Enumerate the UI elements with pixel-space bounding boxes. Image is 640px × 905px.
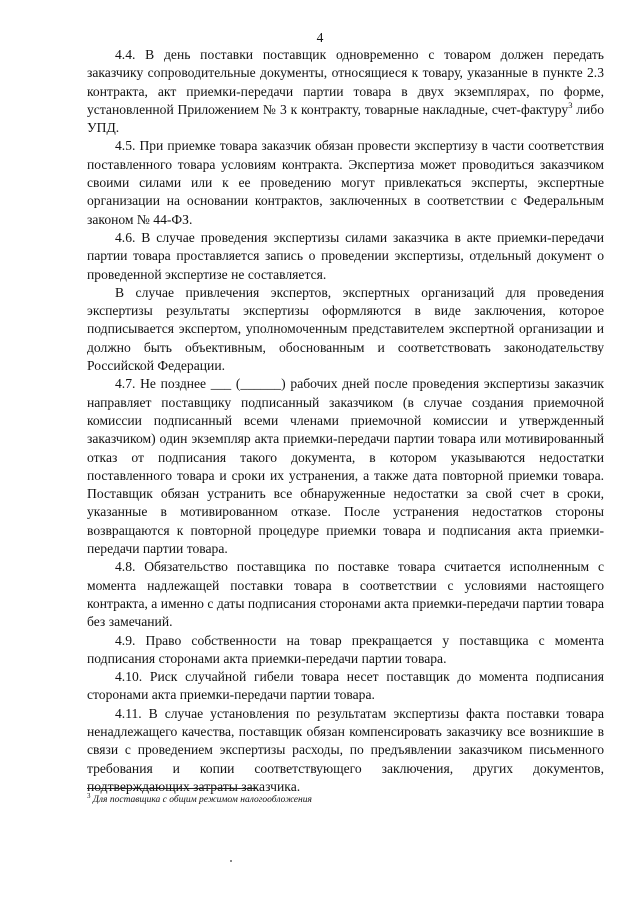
page-number: 4 <box>316 30 324 45</box>
footnote-text: Для поставщика с общим режимом налогообложения <box>90 795 312 805</box>
clause-4-9: 4.9. Право собственности на товар прекращается у поставщика с момента подписания сторонами акта приемки-передачи партии товара. <box>87 632 604 666</box>
footnote-marker: 3 <box>87 792 91 800</box>
document-body <box>87 46 604 796</box>
footnote-reference: 3 <box>568 99 573 110</box>
clause-4-11: 4.11. В случае установления по результатам экспертизы факта поставки товара ненадлежащего качества, поставщик обязан компенсировать заказчику все возникшие в связи с проведением экспертизы расходы, по предъявлении заказчиком письменного требования и копии соответствующего заключения, других документов, подтверждающих затраты заказчика. <box>87 705 604 794</box>
clause-4-4-tail: либо УПД. <box>87 101 604 136</box>
clause-4-10: 4.10. Риск случайной гибели товара несет поставщик до момента подписания сторонами акта приемки-передачи партии товара. <box>87 669 604 703</box>
footnote-divider <box>87 788 257 789</box>
clause-4-5: 4.5. При приемке товара заказчик обязан провести экспертизу в части соответствия поставленного товара условиям контракта. Экспертиза может проводиться заказчиком своими силами или к ее проведению могут привлекаться эксперты, экспертные организации на основании контрактов, заключенных в соответствии с Федеральным законом № 44-ФЗ. <box>87 138 604 227</box>
clause-4-6: 4.6. В случае проведения экспертизы силами заказчика в акте приемки-передачи партии товара проставляется запись о проведении экспертизы, отдельный документ о проведенной экспертизе не составляется. <box>87 229 604 282</box>
clause-4-4-text: 4.4. В день поставки поставщик одновременно с товаром должен передать заказчику сопроводительные документы, относящиеся к товару, указанные в пункте 2.3 контракта, акт приемки-передачи партии товара в двух экземплярах, по форме, установленной Приложением № 3 к контракту, товарные накладные, счет-фактуру <box>87 47 604 117</box>
clause-4-8: 4.8. Обязательство поставщика по поставке товара считается исполненным с момента надлежащей поставки товара в соответствии с условиями настоящего контракта, а именно с даты подписания сторонами акта приемки-передачи партии товара без замечаний. <box>87 559 604 630</box>
clause-4-6-experts: В случае привлечения экспертов, экспертных организаций для проведения экспертизы результаты экспертизы оформляются в виде заключения, которое подписывается экспертом, уполномоченным представителем экспертной организации и должно быть объективным, обоснованным и соответствовать законодательству Российской Федерации. <box>87 284 604 374</box>
clause-4-4 <box>87 46 604 137</box>
scan-speck <box>230 860 232 862</box>
clause-4-7: 4.7. Не позднее ___ (______) рабочих дней после проведения экспертизы заказчик направляет поставщику подписанный заказчиком (в случае создания приемочной комиссии подписанный всеми членами приемочной комиссии и утвержденный заказчиком) один экземпляр акта приемки-передачи партии товара или мотивированный отказ от подписания такого документа, в котором указываются недостатки поставленного товара и сроки их устранения, а также дата повторной приемки товара. Поставщик обязан устранить все обнаруженные недостатки за свой счет в сроки, указанные в мотивированном отказе. После устранения недостатков стороны возвращаются к повторной процедуре приемки товара и подписания акта приемки-передачи партии товара. <box>87 376 604 557</box>
footnote <box>87 794 604 806</box>
